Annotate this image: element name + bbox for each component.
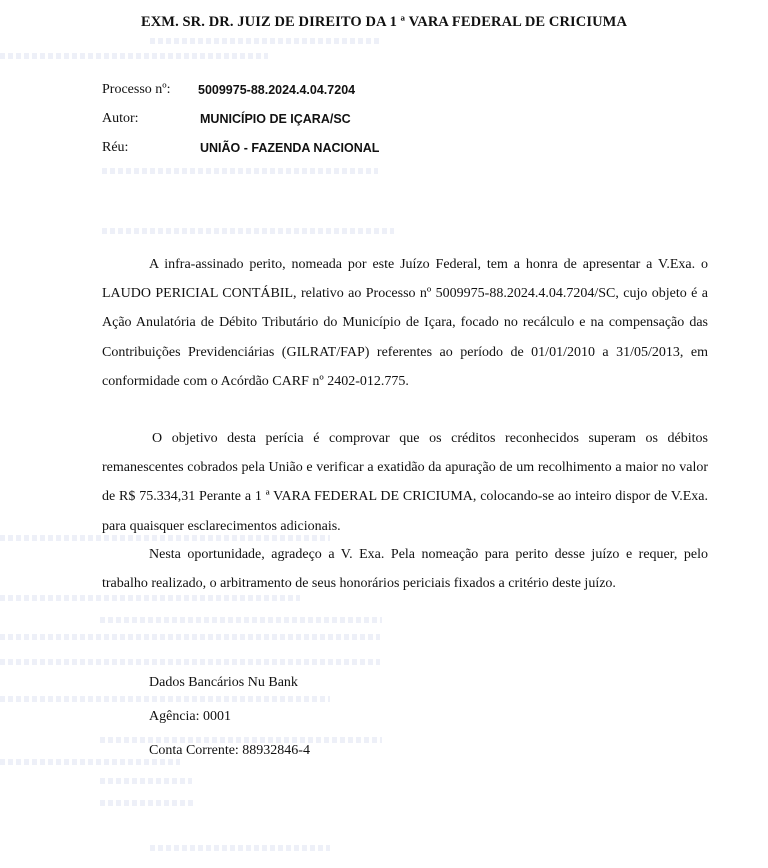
bank-agency: Agência: 0001 [149,709,232,724]
scan-artifact [150,38,382,44]
autor-value: MUNICÍPIO DE IÇARA/SC [200,112,351,126]
bank-account: Conta Corrente: 88932846-4 [149,743,310,758]
scan-artifact [0,696,330,702]
document-title: EXM. SR. DR. JUIZ DE DIREITO DA 1 ª VARA FEDERAL DE CRICIUMA [140,14,628,30]
reu-label: Réu: [102,140,129,155]
scan-artifact [100,800,196,806]
autor-label: Autor: [102,111,139,126]
paragraph-introduction: A infra-assinado perito, nomeada por este Juízo Federal, tem a honra de apresentar a V.Exa. o LAUDO PERICIAL CONTÁBIL, relativo ao Processo nº 5009975-88.2024.4.04.7204/SC, cujo objeto é a Ação Anulatória de Débito Tributário do Município de Içara, focado no recálculo e na compensação das Contribuições Previdenciárias (GILRAT/FAP) referentes ao período de 01/01/2010 a 31/05/2013, em conformidade com o Acórdão CARF nº 2402-012.775. [102,257,708,389]
scan-artifact [100,617,382,623]
paragraph-closing: Nesta oportunidade, agradeço a V. Exa. Pela nomeação para perito desse juízo e requer, pelo trabalho realizado, o arbitramento de seus honorários periciais fixados a critério deste juízo. [102,547,708,592]
scan-artifact [100,778,192,784]
reu-value: UNIÃO - FAZENDA NACIONAL [200,141,380,155]
processo-label: Processo nº: [102,82,171,97]
paragraph-objective: O objetivo desta perícia é comprovar que os créditos reconhecidos superam os débitos remanescentes cobrados pela União e verificar a exatidão da apuração de um recolhimento a maior no valor de R$ 75.334,31 Perante a 1 ª VARA FEDERAL DE CRICIUMA, colocando-se ao inteiro dispor de V.Exa. para quaisquer esclarecimentos adicionais. [102,431,708,534]
scan-artifact [150,845,330,851]
scan-artifact [0,759,180,765]
scan-artifact [102,228,394,234]
scan-artifact [102,168,378,174]
scan-artifact [0,634,380,640]
scan-artifact [0,659,380,665]
processo-number: 5009975-88.2024.4.04.7204 [198,83,356,97]
scan-artifact [0,53,268,59]
bank-details-title: Dados Bancários Nu Bank [149,675,298,690]
